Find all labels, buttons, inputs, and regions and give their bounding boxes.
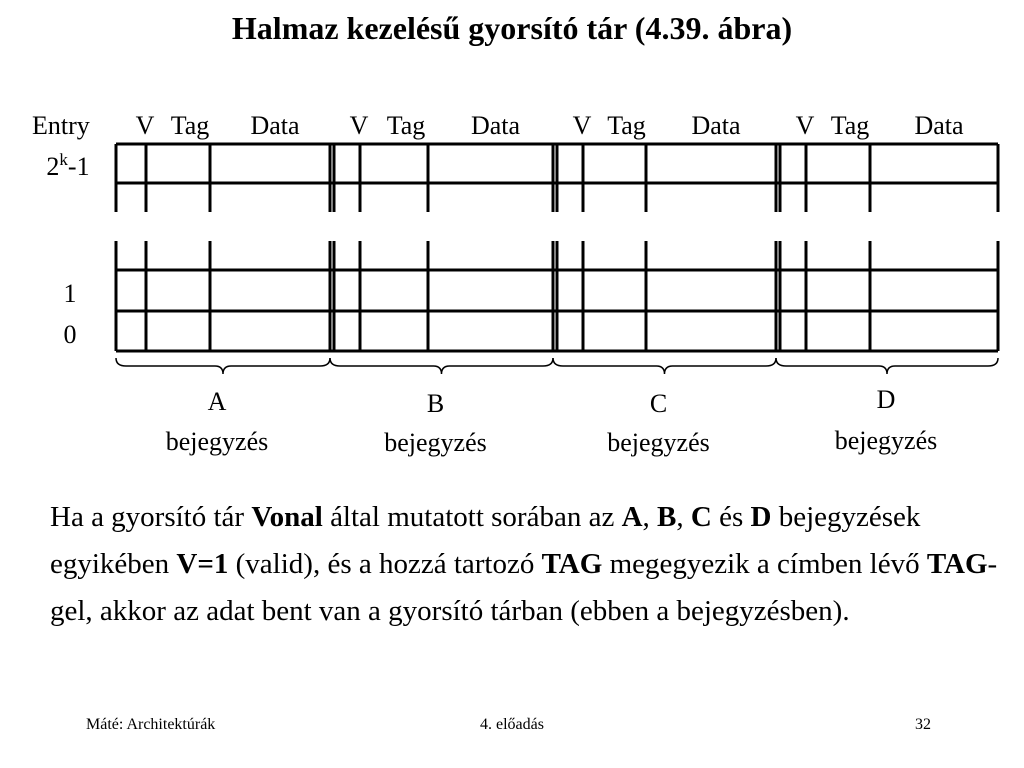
way-brace [116, 358, 330, 374]
column-header-data: Data [470, 111, 521, 140]
text-run: , [642, 501, 658, 533]
column-header-v: V [349, 111, 369, 140]
bold-tag: TAG [926, 548, 988, 580]
column-header-data: Data [250, 111, 300, 140]
way-brace [776, 358, 998, 374]
bold-c: C [690, 501, 712, 533]
bold-tag: TAG [541, 548, 603, 580]
way-caption: bejegyzés [834, 426, 938, 455]
text-run: -gel, akkor az adat bent van a gyorsító tárban (ebben a bejegyzésben). [50, 548, 998, 627]
way-letter: A [207, 387, 227, 416]
column-header-data: Data [691, 111, 741, 140]
way-letter: B [426, 389, 445, 418]
text-run: által mutatott sorában az [322, 501, 622, 533]
bold-vonal: Vonal [251, 501, 323, 533]
diagram-labels [32, 111, 964, 457]
way-caption: bejegyzés [607, 428, 710, 457]
entry-header: Entry [32, 111, 90, 140]
footer-author: Máté: Architektúrák [86, 716, 216, 733]
column-header-tag: Tag [607, 111, 646, 140]
footer-lecture: 4. előadás [480, 716, 544, 733]
way-brace [330, 358, 553, 374]
slide-title: Halmaz kezelésű gyorsító tár (4.39. ábra) [231, 10, 793, 46]
text-run: és [711, 501, 751, 533]
way-caption: bejegyzés [384, 428, 487, 457]
way-letter: D [876, 385, 896, 414]
text-run: , [676, 501, 691, 533]
text-run: (valid), és a hozzá tartozó [228, 548, 542, 580]
bold-v1: V=1 [176, 548, 229, 580]
column-header-v: V [572, 111, 592, 140]
bold-b: B [657, 501, 677, 533]
way-caption: bejegyzés [165, 427, 269, 456]
footer-page-number: 32 [915, 716, 931, 733]
way-braces [116, 358, 998, 374]
column-header-data: Data [914, 111, 964, 140]
text-run: Ha a gyorsító tár [50, 501, 252, 533]
bold-d: D [750, 501, 772, 533]
column-header-tag: Tag [386, 111, 426, 140]
column-header-tag: Tag [830, 111, 870, 140]
way-brace [553, 358, 776, 374]
explanation-paragraph [50, 494, 1010, 635]
bold-a: A [621, 501, 643, 533]
row-label-1: 1 [63, 279, 77, 308]
text-run: bejegyzések egyikében [50, 501, 921, 580]
row-label-0: 0 [63, 320, 77, 349]
text-run: megegyezik a címben lévő [602, 548, 927, 580]
row-label-top: 2$^k$-1 [46, 150, 90, 181]
way-letter: C [649, 389, 668, 418]
column-header-v: V [795, 111, 815, 140]
column-header-tag: Tag [170, 111, 210, 140]
column-header-v: V [135, 111, 155, 140]
cache-grid [116, 144, 998, 351]
